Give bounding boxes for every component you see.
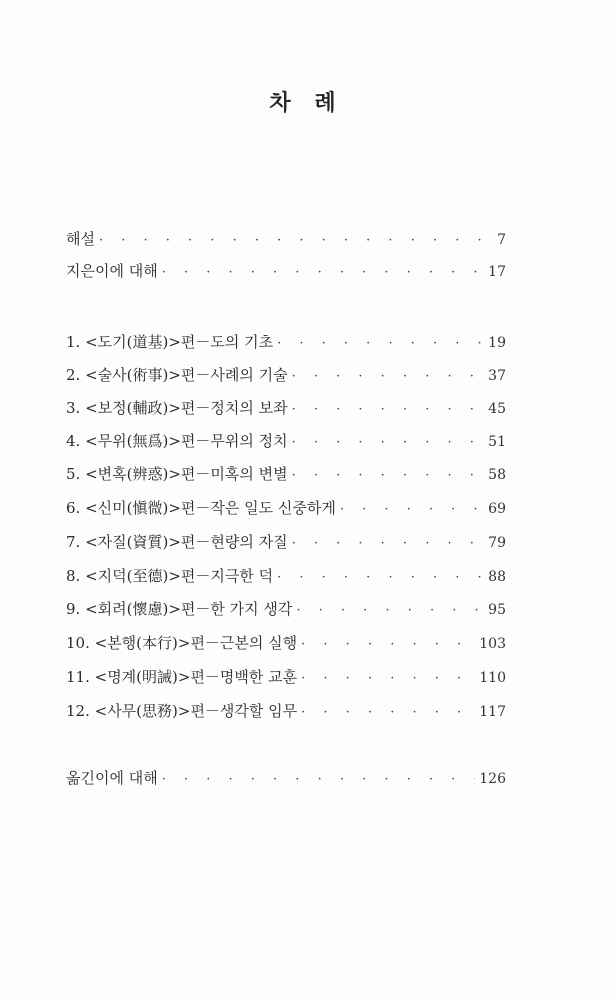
toc-entry (66, 531, 506, 557)
dot-leader (292, 402, 485, 417)
toc-entry (66, 666, 506, 692)
toc-entry (66, 260, 506, 286)
toc-entry-label: 11. <명계(明誡)>편－명백한 교훈 (66, 668, 298, 686)
dot-leader (99, 233, 493, 248)
dot-leader (292, 468, 485, 483)
toc-entry-page: 126 (479, 771, 506, 787)
toc-entry-label: 4. <무위(無爲)>편－무위의 정치 (66, 432, 288, 450)
dot-leader (162, 772, 476, 787)
page-title: 차 례 (269, 90, 344, 116)
toc-entry (66, 228, 506, 254)
toc-entry-label: 2. <술사(術事)>편－사례의 기술 (66, 366, 288, 384)
toc-entry-label: 12. <사무(思務)>편－생각할 임무 (66, 702, 298, 720)
dot-leader (301, 671, 475, 686)
toc-entry-label: 8. <지덕(至德)>편－지극한 덕 (66, 567, 274, 585)
toc-entry (66, 598, 506, 624)
toc-entry-page: 117 (479, 704, 506, 720)
dot-leader (296, 603, 484, 618)
toc-entry-label: 7. <자질(資質)>편－현량의 자질 (66, 533, 288, 551)
toc-entry-page: 51 (488, 434, 506, 450)
toc-entry-page: 69 (488, 501, 506, 517)
dot-leader (340, 502, 484, 517)
toc-entry-label: 6. <신미(愼微)>편－작은 일도 신중하게 (66, 499, 336, 517)
toc-entry-page: 45 (488, 401, 506, 417)
dot-leader (301, 637, 475, 652)
toc-entry-label: 1. <도기(道基)>편－도의 기초 (66, 333, 274, 351)
toc-entry (66, 397, 506, 423)
toc-entry-page: 95 (488, 602, 506, 618)
toc-entry (66, 463, 506, 489)
toc-entry-page: 103 (479, 636, 506, 652)
dot-leader (292, 435, 485, 450)
dot-leader (292, 536, 485, 551)
dot-leader (292, 369, 485, 384)
toc-entry-page: 7 (497, 232, 506, 248)
toc-entry-page: 37 (488, 368, 506, 384)
toc-entry (66, 364, 506, 390)
toc-entry-label: 10. <본행(本行)>편－근본의 실행 (66, 634, 298, 652)
toc-entry-label: 해설 (66, 230, 95, 248)
toc-entry-page: 19 (488, 335, 506, 351)
toc-entry-page: 79 (488, 535, 506, 551)
toc-entry (66, 700, 506, 726)
dot-leader (162, 265, 484, 280)
toc-entry (66, 430, 506, 456)
dot-leader (301, 705, 475, 720)
toc-entry-page: 58 (488, 467, 506, 483)
toc-entry (66, 632, 506, 658)
toc-entry-page: 110 (479, 670, 506, 686)
toc-entry (66, 497, 506, 523)
dot-leader (277, 570, 484, 585)
toc-entry (66, 767, 506, 793)
toc-entry-page: 88 (488, 569, 506, 585)
dot-leader (277, 336, 484, 351)
toc-entry-label: 옮긴이에 대해 (66, 769, 158, 787)
toc-entry-label: 3. <보정(輔政)>편－정치의 보좌 (66, 399, 288, 417)
toc-entry-label: 지은이에 대해 (66, 262, 158, 280)
toc-entry-page: 17 (488, 264, 506, 280)
toc-entry-label: 9. <회려(懷慮)>편－한 가지 생각 (66, 600, 293, 618)
toc-entry-label: 5. <변혹(辨惑)>편－미혹의 변별 (66, 465, 288, 483)
toc-entry (66, 565, 506, 591)
toc-entry (66, 331, 506, 357)
